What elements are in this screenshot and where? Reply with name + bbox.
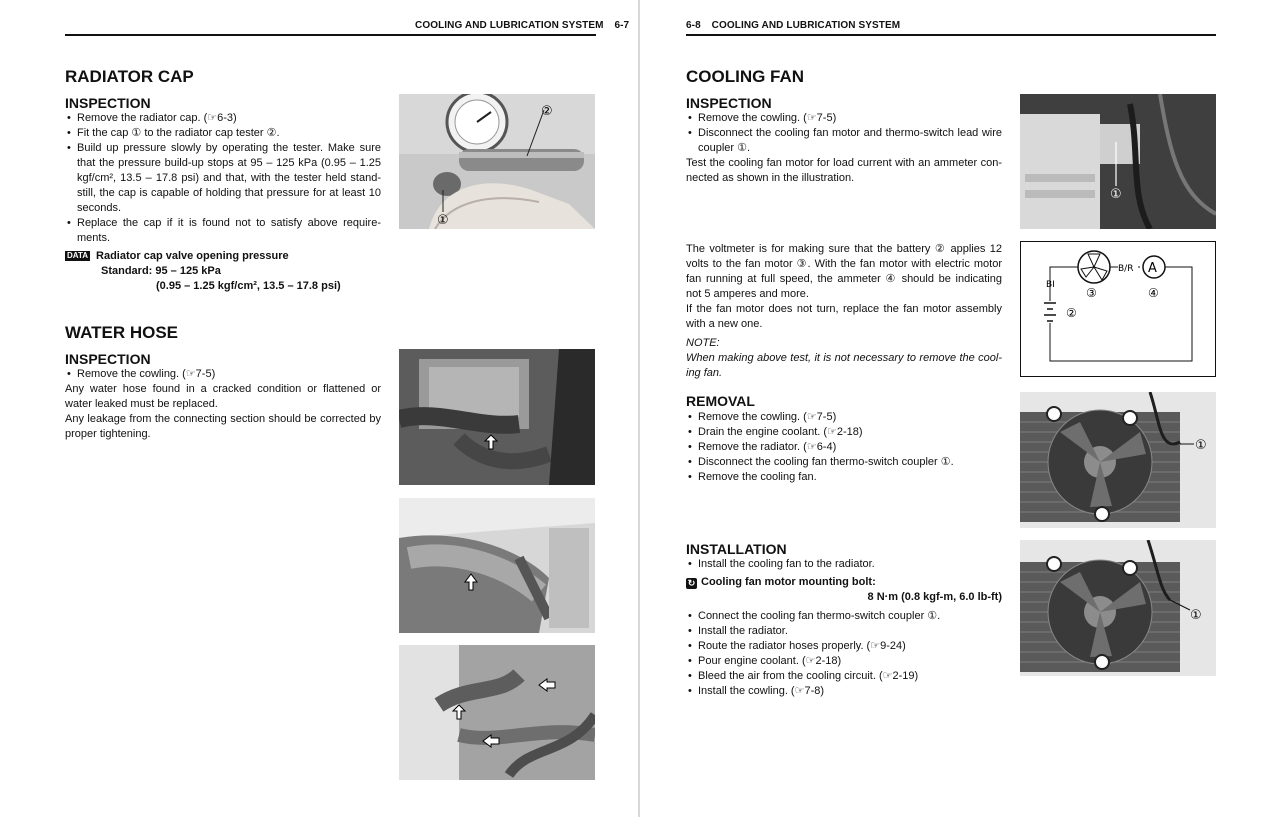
left-page — [0, 0, 638, 817]
section-title-cooling-fan: COOLING FAN — [686, 67, 805, 86]
paragraph: If the fan motor does not turn, replace the fan motor assembly with a new one. — [686, 303, 1002, 330]
paragraph: Test the cooling fan motor for load current with an ammeter con-nected as shown in the illustration. — [686, 157, 1002, 184]
list-item: • Replace the cap if it is found not to satisfy above require-ments. — [65, 216, 381, 246]
note-text: When making above test, it is not necessary to remove the cool-ing fan. — [686, 352, 1002, 379]
water-hose-photo-3 — [399, 645, 595, 780]
cooling-fan-removal-photo — [1020, 392, 1216, 528]
callout-1: ① — [437, 213, 449, 228]
page-number: 6-7 — [614, 20, 630, 31]
torque-value: 8 N·m (0.8 kgf-m, 6.0 lb-ft) — [867, 591, 1002, 603]
spec-title: Radiator cap valve opening pressure — [96, 250, 289, 262]
spec-detail: (0.95 – 1.25 kgf/cm², 13.5 – 17.8 psi) — [156, 280, 341, 292]
section-title-radiator-cap: RADIATOR CAP — [65, 67, 194, 86]
header-rule — [686, 34, 1216, 36]
water-hose-photo-2 — [399, 498, 595, 633]
callout-4: ④ — [1148, 286, 1159, 300]
running-header — [686, 20, 900, 31]
list-item: • Disconnect the cooling fan thermo-switch coupler ①. — [686, 455, 1002, 470]
right-page — [642, 0, 1280, 817]
voltmeter-text — [686, 242, 1002, 381]
data-badge: DATA — [67, 251, 89, 260]
wire-label-br: B/R — [1118, 264, 1134, 274]
list-item: • Remove the radiator cap. (☞6-3) — [65, 111, 381, 126]
list-item: • Remove the cowling. (☞7-5) — [686, 410, 1002, 425]
removal-steps — [686, 410, 1002, 485]
water-hose-photo-1 — [399, 349, 595, 485]
list-item: • Install the cowling. (☞7-8) — [686, 684, 1002, 699]
header-title: COOLING AND LUBRICATION SYSTEM — [415, 20, 604, 31]
wire-label-bi: BI — [1046, 280, 1055, 290]
list-item: • Drain the engine coolant. (☞2-18) — [686, 425, 1002, 440]
list-item: • Bleed the air from the cooling circuit. (☞2-19) — [686, 669, 1002, 684]
callout-3: ③ — [1086, 286, 1097, 300]
list-item: • Route the radiator hoses properly. (☞9-24) — [686, 639, 1002, 654]
cooling-fan-installation-photo — [1020, 540, 1216, 676]
ammeter-symbol: A — [1148, 261, 1157, 276]
subsection-title-removal: REMOVAL — [686, 393, 755, 409]
list-item: • Install the cooling fan to the radiator. — [686, 557, 1002, 572]
callout-1: ① — [1195, 438, 1207, 453]
section-title-water-hose: WATER HOSE — [65, 323, 179, 342]
radiator-cap-instructions — [65, 111, 381, 246]
torque-wrench-icon: ↻ — [687, 578, 696, 588]
list-item: • Install the radiator. — [686, 624, 1002, 639]
page-number: 6-8 — [686, 20, 701, 31]
list-item: • Pour engine coolant. (☞2-18) — [686, 654, 1002, 669]
fan-coupler-photo — [1020, 94, 1216, 229]
list-item: • Remove the radiator. (☞6-4) — [686, 440, 1002, 455]
list-item: • Connect the cooling fan thermo-switch coupler ①. — [686, 609, 1002, 624]
header-rule — [65, 34, 596, 36]
torque-spec-title — [686, 575, 1002, 590]
running-header — [415, 20, 629, 31]
page-gutter — [638, 0, 640, 817]
paragraph: The voltmeter is for making sure that the battery ② applies 12 volts to the fan motor ③. With the fan motor with electric motor fan running at full speed, the ammeter ④ should be indicating not 5 amperes and more. — [686, 243, 1002, 300]
list-item: • Fit the cap ① to the radiator cap tester ②. — [65, 126, 381, 141]
installation-steps — [686, 557, 1002, 699]
paragraph: Any leakage from the connecting section should be corrected by proper tightening. — [65, 413, 381, 440]
subsection-title-inspection: INSPECTION — [686, 95, 772, 111]
subsection-title-inspection: INSPECTION — [65, 351, 151, 367]
callout-2: ② — [1066, 306, 1077, 320]
callout-1: ① — [1190, 608, 1202, 623]
spec-standard: Standard: 95 – 125 kPa — [101, 265, 221, 277]
callout-1: ① — [1110, 187, 1122, 202]
list-item: • Remove the cowling. (☞7-5) — [686, 111, 1002, 126]
list-item: • Remove the cooling fan. — [686, 470, 1002, 485]
ammeter-wiring-diagram — [1020, 241, 1216, 377]
cooling-fan-inspection-text — [686, 111, 1002, 186]
list-item: • Disconnect the cooling fan motor and thermo-switch lead wire coupler ①. — [686, 126, 1002, 156]
note-label: NOTE: — [686, 337, 720, 349]
radiator-cap-tester-photo — [399, 94, 595, 229]
callout-2: ② — [541, 104, 553, 119]
torque-title: Cooling fan motor mounting bolt: — [701, 576, 876, 588]
paragraph: Any water hose found in a cracked condition or flattened or water leaked must be replaced. — [65, 383, 381, 410]
list-item: • Remove the cowling. (☞7-5) — [65, 367, 381, 382]
list-item: • Build up pressure slowly by operating the tester. Make sure that the pressure build-up stops at 95 – 125 kPa (0.95 – 1.25 kgf/cm², 13.5 – 17.8 psi) and that, with the tester held stand-still, the cap is capable of holding that pressure for at least 10 seconds. — [65, 141, 381, 216]
spec-block — [65, 249, 385, 294]
water-hose-instructions — [65, 367, 381, 442]
header-title: COOLING AND LUBRICATION SYSTEM — [711, 20, 901, 31]
subsection-title-inspection: INSPECTION — [65, 95, 151, 111]
subsection-title-installation: INSTALLATION — [686, 541, 787, 557]
